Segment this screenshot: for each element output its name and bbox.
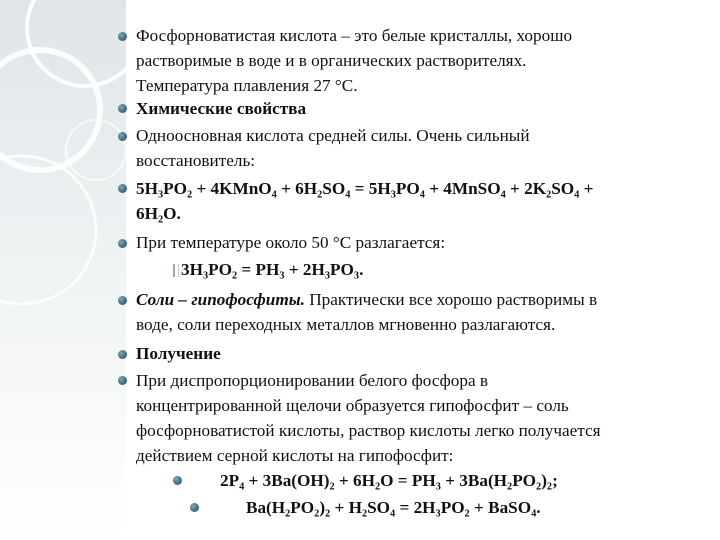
text-line: При диспропорционировании белого фосфора в bbox=[136, 371, 489, 390]
text-line: восстановитель: bbox=[136, 151, 256, 170]
bullet-icon bbox=[173, 476, 182, 485]
text-line: фосфорноватистой кислоты, раствор кислоты легко получается bbox=[136, 421, 601, 440]
salts-term: Соли – гипофосфиты. bbox=[136, 290, 305, 309]
bullet-icon bbox=[118, 104, 127, 113]
text-line: Температура плавления 27 °С. bbox=[136, 76, 358, 95]
text-line: растворимые в воде и в органических растворителях. bbox=[136, 51, 527, 70]
bullet-icon bbox=[118, 350, 127, 359]
equation-line: 3H₃PO₂ = PH₃ + 2H₃PO₃. bbox=[181, 260, 364, 279]
bullet-icon bbox=[118, 296, 127, 305]
text-line: концентрированной щелочи образуется гипофосфит – соль bbox=[136, 396, 569, 415]
section-heading: Получение bbox=[136, 344, 221, 363]
text-line: Одноосновная кислота средней силы. Очень сильный bbox=[136, 126, 530, 145]
text-line bbox=[136, 289, 597, 311]
text-line: Фосфорноватистая кислота – это белые кристаллы, хорошо bbox=[136, 26, 573, 45]
bullet-icon bbox=[118, 376, 127, 385]
slide-decoration-panel bbox=[0, 0, 126, 540]
equation-line: 2P₄ + 3Ba(OH)₂ + 6H₂O = PH₃ + 3Ba(H₂PO₂)₂; bbox=[220, 471, 558, 490]
equation-line: 5H₃PO₂ + 4KMnO₄ + 6H₂SO₄ = 5H₃PO₄ + 4MnSO₄ + 2K₂SO₄ + bbox=[136, 179, 594, 198]
salts-text: Практически все хорошо растворимы в bbox=[304, 290, 598, 309]
bullet-icon bbox=[118, 32, 127, 41]
bullet-icon bbox=[118, 184, 127, 193]
equation-line: 6H₂O. bbox=[136, 204, 181, 223]
text-line: При температуре около 50 °С разлагается: bbox=[136, 233, 446, 252]
decorative-rings bbox=[0, 0, 126, 540]
text-line: действием серной кислоты на гипофосфит: bbox=[136, 446, 454, 465]
section-heading: Химические свойства bbox=[136, 99, 307, 118]
text-line: воде, соли переходных металлов мгновенно разлагаются. bbox=[136, 315, 556, 334]
bullet-icon bbox=[118, 239, 127, 248]
sub-bullet-icon bbox=[173, 264, 179, 277]
bullet-icon bbox=[118, 132, 127, 141]
equation-line: Ba(H₂PO₂)₂ + H₂SO₄ = 2H₃PO₂ + BaSO₄. bbox=[246, 498, 541, 517]
bullet-icon bbox=[190, 503, 199, 512]
